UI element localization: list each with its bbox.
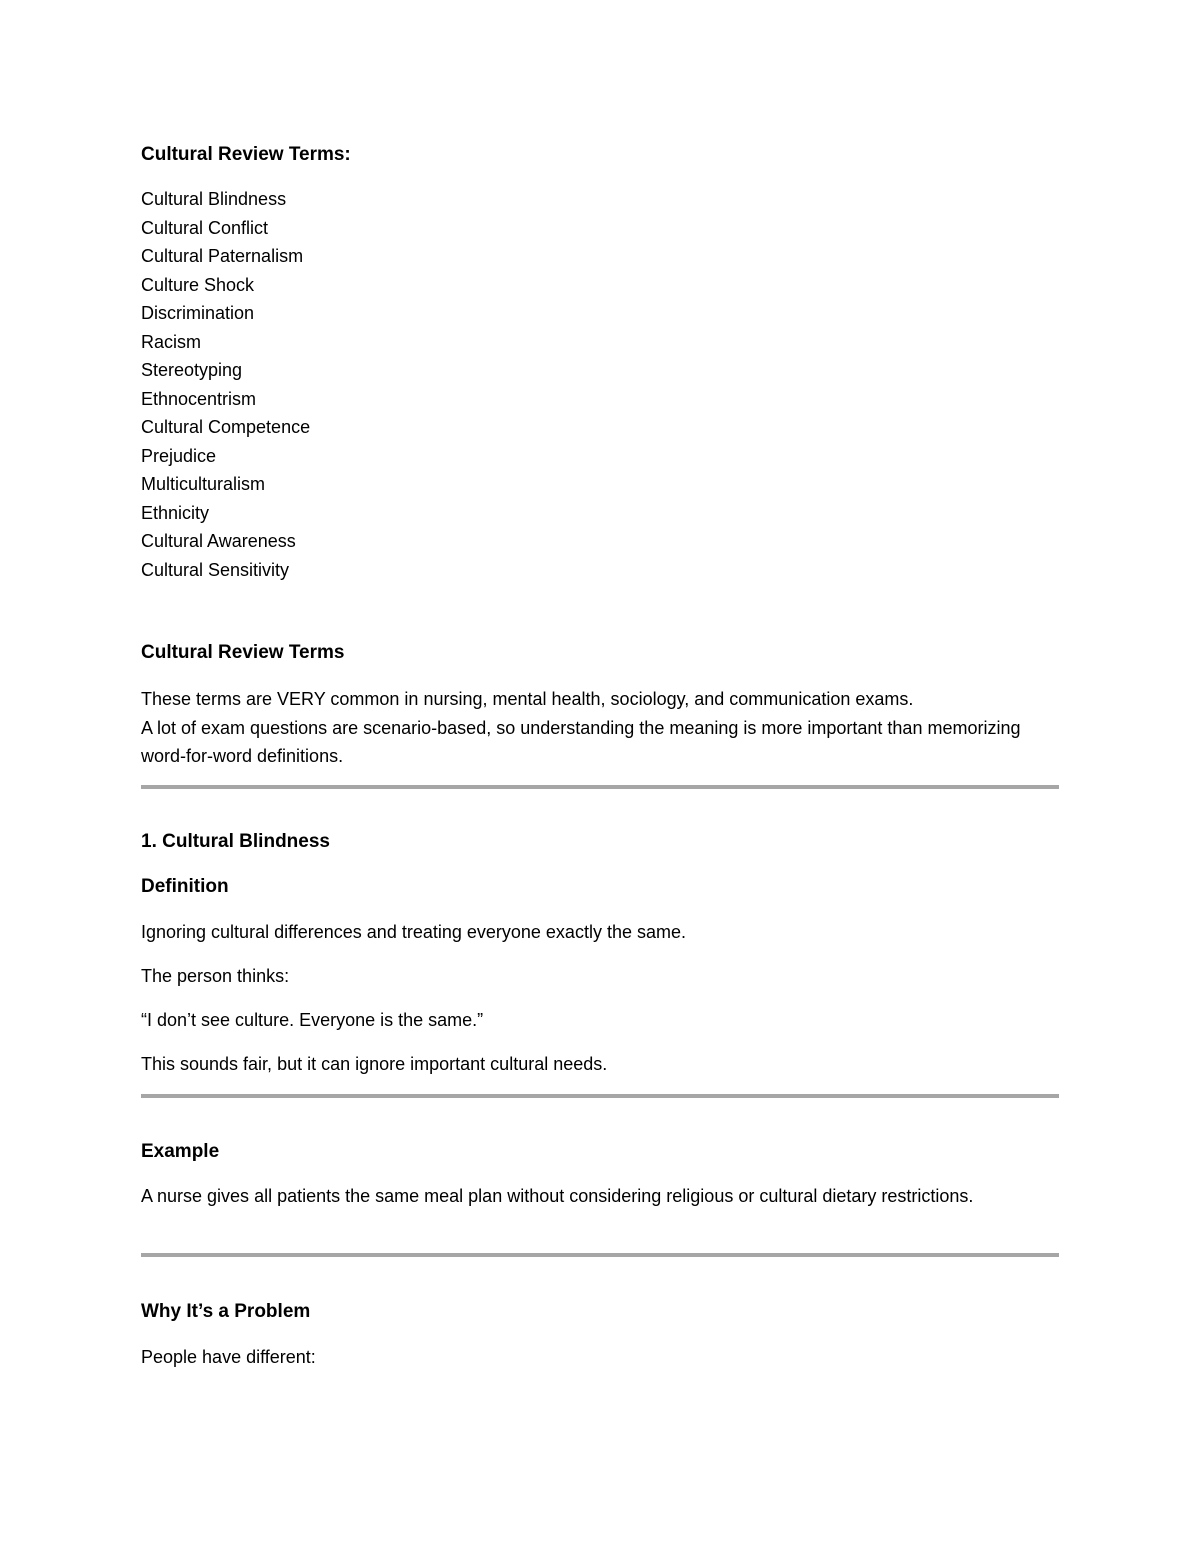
definition-quote: “I don’t see culture. Everyone is the same.” (141, 1010, 484, 1030)
definition-heading: Definition (141, 876, 229, 897)
definition-note: This sounds fair, but it can ignore important cultural needs. (141, 1054, 608, 1074)
intro-text (141, 685, 1059, 771)
intro-title: Cultural Review Terms (141, 642, 345, 663)
term-list-item: Discrimination (141, 303, 255, 323)
term-list-item: Stereotyping (141, 360, 243, 380)
term-list-item: Cultural Blindness (141, 189, 287, 209)
term-list-item: Multiculturalism (141, 474, 266, 494)
terms-list (141, 185, 310, 584)
definition-lead: The person thinks: (141, 966, 290, 986)
example-text: A nurse gives all patients the same meal plan without considering religious or cultural dietary restrictions. (141, 1186, 974, 1206)
term-list-item: Cultural Sensitivity (141, 559, 290, 580)
term-list-item: Racism (141, 331, 202, 352)
section-divider (141, 1253, 1059, 1257)
section-divider (141, 1094, 1059, 1098)
term-list-item: Culture Shock (141, 274, 255, 295)
problem-heading: Why It’s a Problem (141, 1301, 311, 1322)
intro-paragraph-1: These terms are VERY common in nursing, mental health, sociology, and communication exams. (141, 689, 914, 709)
term-list-item: Ethnocentrism (141, 388, 257, 409)
document-page (141, 0, 1059, 1553)
term-list-item: Cultural Conflict (141, 217, 269, 238)
intro-paragraph-2: A lot of exam questions are scenario-based, so understanding the meaning is more important than memorizing word-for-word definitions. (141, 717, 1021, 766)
term-list-item: Ethnicity (141, 502, 210, 523)
term-list-item: Cultural Competence (141, 417, 311, 437)
term-list-item: Prejudice (141, 445, 217, 466)
problem-text: People have different: (141, 1347, 316, 1367)
section-divider (141, 785, 1059, 789)
term-list-item: Cultural Paternalism (141, 246, 304, 266)
example-heading: Example (141, 1141, 220, 1162)
terms-list-title: Cultural Review Terms: (141, 144, 351, 165)
definition-text: Ignoring cultural differences and treating everyone exactly the same. (141, 922, 686, 942)
term-list-item: Cultural Awareness (141, 531, 296, 551)
section-1-title: 1. Cultural Blindness (141, 831, 330, 852)
